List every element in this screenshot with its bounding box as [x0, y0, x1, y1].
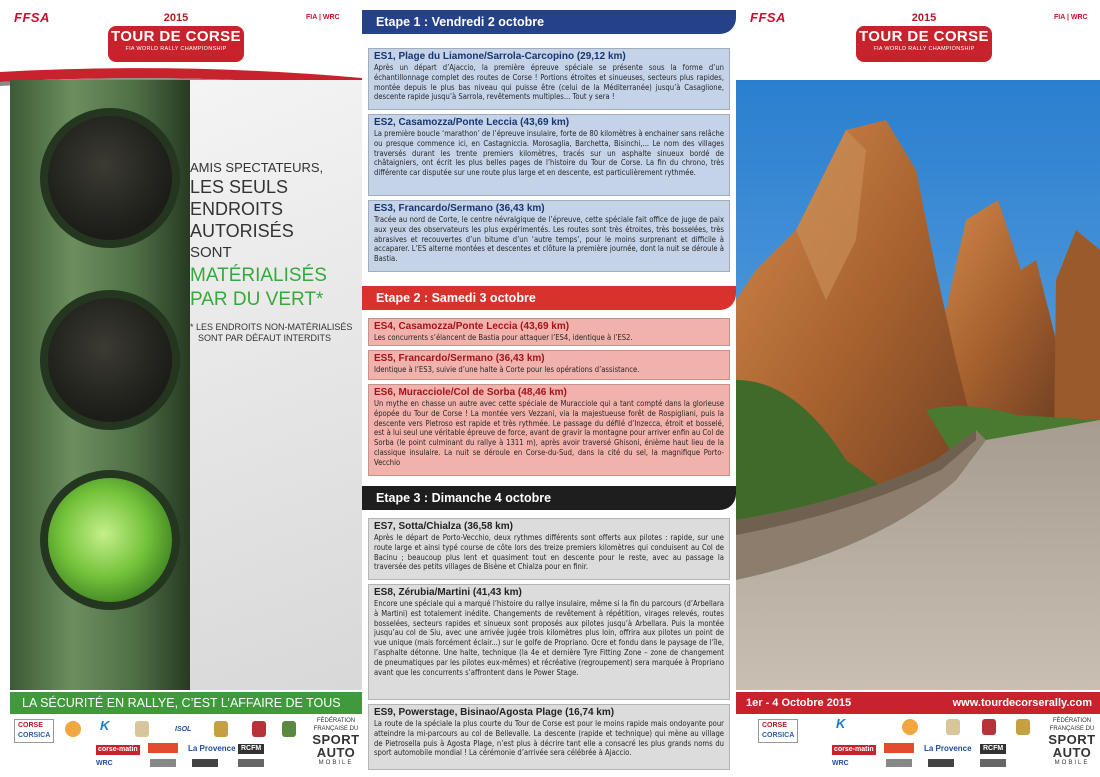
fia-wrc-logo: FIA | WRC [306, 14, 340, 21]
crest-logo [135, 721, 149, 737]
logo-year: 2015 [163, 12, 189, 24]
amber-lens-off [40, 290, 180, 430]
stage-es2 [368, 114, 730, 196]
msg-line-3: ENDROITS [190, 199, 284, 219]
safety-banner: LA SÉCURITÉ EN RALLYE, C’EST L’AFFAIRE DE TOUS [10, 692, 362, 714]
sponsor-2-logo [150, 759, 176, 767]
es6-text: Un mythe en chasse un autre avec cette spéciale de Muracciole qui a tant compté dans la glorieuse épopée du Tour de Corse ! La montée vers Vezzani, via la majestueuse forêt de Rospigliani, puis la descente vers Pietroso est rapide et très rythmée. Le passage du défilé d’Inzecca, étroit et bosselé, est à lui seul une véritable épreuve de force, avant de gravir la montagne pour arriver enfin au Col de Sorba (le point culminant du rallye à 1311 m), après avoir traversé Ghisoni, énième haut lieu de la classique insulaire. La nuit se déroule en Corse-du-Sud, dans la cité du sel, la magnifique Porto-Vecchio [374, 399, 724, 467]
wrc-logo-right: WRC [832, 760, 849, 767]
la-provence-logo-right: La Provence [924, 744, 972, 753]
stage-es3 [368, 200, 730, 272]
es6-title: ES6, Muracciole/Col de Sorba (48,46 km) [374, 387, 567, 398]
es1-title: ES1, Plage du Liamone/Sarrola-Carcopino (29,12 km) [374, 51, 626, 62]
ajaccio-logo-right [902, 719, 918, 735]
sponsor-4-logo-right [980, 759, 1006, 767]
rcfm-logo-right: RCFM [980, 744, 1006, 754]
event-url[interactable]: www.tourdecorserally.com [952, 697, 1092, 709]
sponsor-3-logo-right [928, 759, 954, 767]
es2-text: La première boucle ‘marathon’ de l’épreuve insulaire, forte de 80 kilomètres à enchainer sans relâche ou presque commence ici, en Castagniccia. Morosaglia, Barchetta, Bisinchi,... Le nom des villages traversés durant les trente premiers kilomètres, tracés sur un asphalte sinueux bordé de châtaigniers, ont écrit les plus belles pages de l’histoire du Tour de Corse. La fin du chrono, très différente car disputée sur une route plus large et en descente, est particulièrement rythmée. [374, 129, 724, 178]
sponsor-4-logo [238, 759, 264, 767]
sponsor-2-logo-right [886, 759, 912, 767]
crest-logo-right [946, 719, 960, 735]
date-bar [736, 692, 1100, 714]
stage-es9 [368, 704, 730, 770]
sponsor-3-logo [192, 759, 218, 767]
es9-title: ES9, Powerstage, Bisinao/Agosta Plage (16,74 km) [374, 707, 615, 718]
es1-text: Après un départ d’Ajaccio, la première épreuve spéciale se présente sous la forme d’un échantillonnage complet des routes de Corse ! Portions étroites et sinueuses, secteurs plus rapides, montée depuis le plus bas niveau qui puisse être (celui de la Méditerranée) jusqu’à Casaglione, descente rapide jusqu’à Sarrola, revêtements multiples... Tout y sera ! [374, 63, 724, 102]
etape-1-header: Etape 1 : Vendredi 2 octobre [362, 10, 736, 34]
es5-title: ES5, Francardo/Sermano (36,43 km) [374, 353, 545, 364]
logo-subtitle-right: FIA WORLD RALLY CHAMPIONSHIP [873, 46, 975, 52]
es3-title: ES3, Francardo/Sermano (36,43 km) [374, 203, 545, 214]
es4-title: ES4, Casamozza/Ponte Leccia (43,69 km) [374, 321, 570, 332]
corse-matin-logo: corse-matin [98, 746, 138, 753]
crest-2-logo-right [982, 719, 996, 735]
corse-matin-logo-right: corse-matin [834, 746, 874, 753]
left-panel [0, 0, 362, 777]
fia-wrc-logo-right: FIA | WRC [1054, 14, 1088, 21]
corse-logo: CORSE CORSICA [14, 719, 54, 743]
es3-text: Tracée au nord de Corte, le centre névralgique de l’épreuve, cette spéciale fait office de juge de paix aux yeux des observateurs les plus expérimentés. Les routes sont très étroites, très bosselées, très abrasives et recouvertes d’un bitume d’un ‘autre temps’, pour le moins surprenant et difficile à accaparer. L’ES alterne montées et descentes et clôture la première journée, dont la nuit se déroule à Bastia. [374, 215, 724, 264]
es7-title: ES7, Sotta/Chialza (36,58 km) [374, 521, 513, 532]
k-logo-right: K [836, 716, 846, 731]
stage-es7 [368, 518, 730, 580]
es9-text: La route de la spéciale la plus courte du Tour de Corse est pour le moins rapide mais ondoyante pour atteindre la mi-parcours au col de Bellevalle. La descente (rapide et technique) qui mène au village de Pietrosella puis à Agosta Plage, n’est plus à décrire tant elle a consacré les plus grands noms du sport automobile mondial ! La cérémonie d’arrivée sera célébrée à Ajaccio. [374, 719, 724, 758]
ajaccio-logo [65, 721, 81, 737]
etape-2-header: Etape 2 : Samedi 3 octobre [362, 286, 736, 310]
logo-title: TOUR DE CORSE [111, 28, 241, 45]
es4-text: Les concurrents s’élancent de Bastia pour attaquer l’ES4, identique à l’ES2. [374, 333, 633, 342]
tour-de-corse-logo-right [856, 12, 992, 74]
partner-logos-right [736, 715, 1100, 777]
ffsa-logo: FFSA [14, 10, 50, 25]
msg-line-4: AUTORISÉS [190, 221, 294, 241]
crest-3-logo [252, 721, 266, 737]
msg-note-2: SONT PAR DÉFAUT INTERDITS [198, 333, 332, 343]
crest-4-logo [282, 721, 296, 737]
msg-line-6: MATÉRIALISÉS [190, 265, 327, 286]
rcfm-logo: RCFM [238, 744, 264, 754]
sponsor-logo-right [884, 743, 914, 753]
wrc-logo: WRC [96, 760, 113, 767]
stage-es4 [368, 318, 730, 346]
msg-line-2: LES SEULS [190, 177, 289, 197]
red-lens-off [40, 108, 180, 248]
stage-es6 [368, 384, 730, 476]
middle-panel [362, 0, 736, 777]
etape-3-header: Etape 3 : Dimanche 4 octobre [362, 486, 736, 510]
isol-logo: ISOL [175, 726, 192, 733]
ffsa-federation-logo: FÉDÉRATION FRANÇAISE DU SPORT AUTO MOBILE [312, 718, 360, 766]
event-dates: 1er - 4 Octobre 2015 [746, 697, 852, 709]
msg-line-1: AMIS SPECTATEURS, [190, 160, 324, 175]
stage-es5 [368, 350, 730, 380]
stage-es8 [368, 584, 730, 700]
crest-3-logo-right [1016, 719, 1030, 735]
calanches-road-photo [736, 80, 1100, 690]
es8-text: Encore une spéciale qui a marqué l’histoire du rallye insulaire, même si la fin du parcours (d’Arbellara à Martini) est totalement inédite. Changements de revêtement à répétition, virages relevés, routes bosselées, secteurs rapides et sinueux sont proposés aux pilotes jusqu’à Arbellara. Puis la montée jusqu’au col de Siu, avec une arrivée jugée trois kilomètres plus loin, offrira aux pilotes un point de vue unique (mais forcément éclair...) sur le golfe de Propriano. Ocre et fondu dans le paysage de l’île, l’asphalte détonne. Une halte, technique (la 4e et dernière Tyre Fitting Zone – zone de changement de pneumatiques par les pilotes eux-mêmes) et récréative (regroupement) sera marquée à Propriano avant que les concurrents s’affrontent dans le Power Stage. [374, 599, 724, 677]
sponsor-logo [148, 743, 178, 753]
es2-title: ES2, Casamozza/Ponte Leccia (43,69 km) [374, 117, 570, 128]
right-panel [736, 0, 1100, 777]
logo-subtitle: FIA WORLD RALLY CHAMPIONSHIP [125, 46, 227, 52]
la-provence-logo: La Provence [188, 744, 236, 753]
msg-line-5: SONT [190, 244, 232, 261]
msg-note-1: * LES ENDROITS NON-MATÉRIALISÉS [190, 322, 353, 332]
logo-title-right: TOUR DE CORSE [859, 28, 989, 45]
msg-line-7: PAR DU VERT* [190, 289, 324, 310]
corse-logo-right: CORSE CORSICA [758, 719, 798, 743]
es7-text: Après le départ de Porto-Vecchio, deux rythmes différents sont offerts aux pilotes : rapide, sur une route large et ainsi typé course de côte lors des treize premiers kilomètres qui conduisent au Col de Bacinu ; beaucoup plus lent et quasiment tout en descente pour le reste, avec au passage la traversée des petits villages de Bisène et Chialza pour en finir. [374, 533, 724, 572]
ffsa-logo-right: FFSA [750, 10, 786, 25]
green-lens-lit [40, 470, 180, 610]
ffsa-federation-logo-right: FÉDÉRATION FRANÇAISE DU SPORT AUTO MOBILE [1048, 718, 1096, 766]
partner-logos [0, 715, 362, 777]
crest-2-logo [214, 721, 228, 737]
k-logo: K [100, 718, 110, 733]
logo-year-right: 2015 [911, 12, 937, 24]
es5-text: Identique à l’ES3, suivie d’une halte à Corte pour les opérations d’assistance. [374, 365, 640, 374]
es8-title: ES8, Zérubia/Martini (41,43 km) [374, 587, 522, 598]
stage-es1 [368, 48, 730, 110]
spectator-message [190, 160, 360, 344]
